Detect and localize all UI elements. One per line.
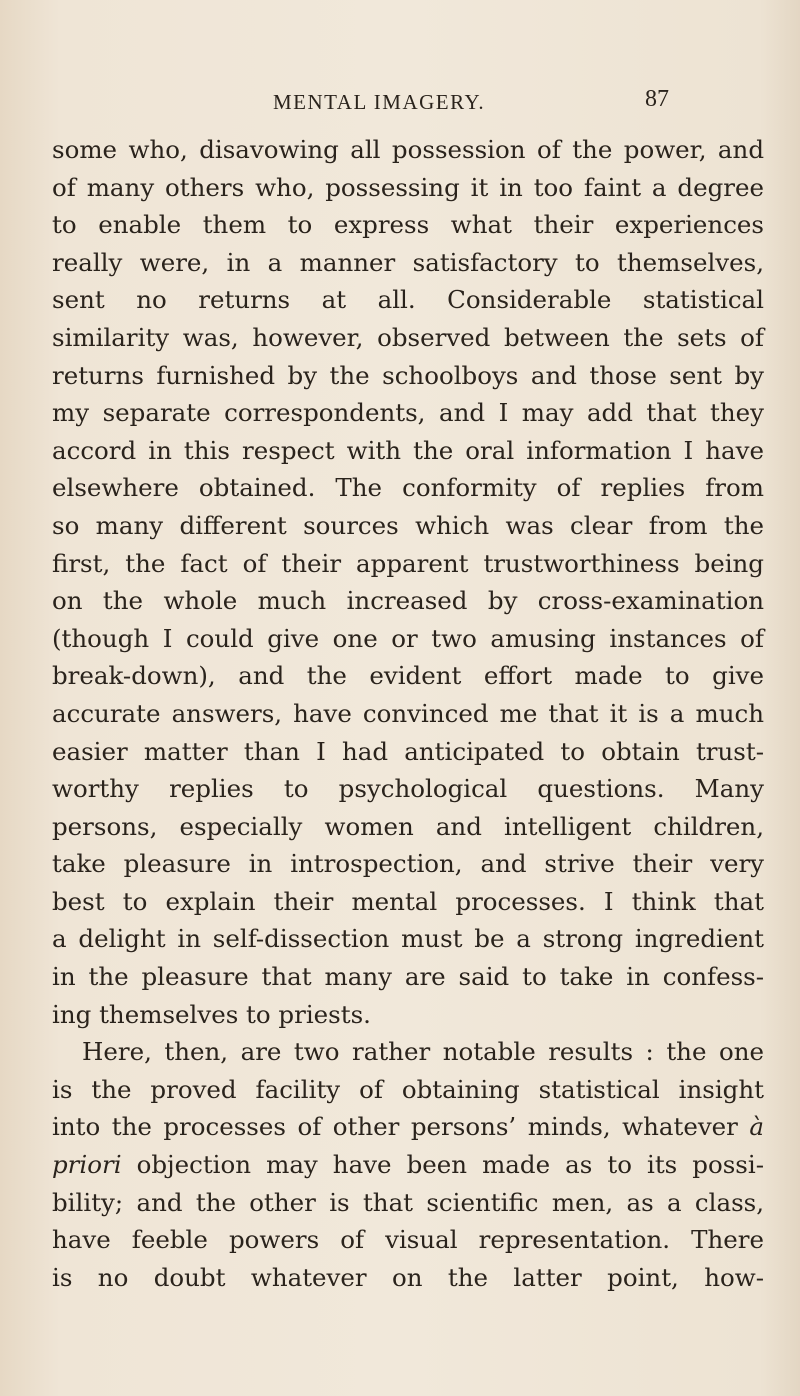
text-line: some who, disavowing all possession of the power, and <box>52 135 764 164</box>
text-line <box>52 1146 764 1184</box>
text-line: my separate correspondents, and I may add that they <box>52 398 764 428</box>
text-line: worthy replies to psychological questions. Many <box>52 774 764 804</box>
text-line: a delight in self-dissection must be a strong ingredient <box>52 924 764 954</box>
text-fragment: objection may have been made as to its possi- <box>136 1150 764 1180</box>
text-line: persons, especially women and intelligent children, <box>52 811 764 841</box>
text-line: bility; and the other is that scientific men, as a class, <box>52 1187 764 1217</box>
text-line: so many different sources which was clear from the <box>52 510 764 540</box>
text-line: is the proved facility of obtaining statistical insight <box>52 1074 764 1104</box>
text-line: take pleasure in introspection, and strive their very <box>52 849 764 879</box>
text-line: break-down), and the evident effort made to give <box>52 661 764 691</box>
text-line: returns furnished by the schoolboys and those sent by <box>52 360 764 390</box>
text-line: similarity was, however, observed between the sets of <box>52 322 764 352</box>
page-number: 87 <box>645 86 669 112</box>
text-line: on the whole much increased by cross-examination <box>52 586 764 616</box>
running-head <box>0 86 800 126</box>
text-line: first, the fact of their apparent trustworthiness being <box>52 548 764 578</box>
text-line: sent no returns at all. Considerable statistical <box>52 285 764 315</box>
text-line: accurate answers, have convinced me that it is a much <box>52 698 764 728</box>
text-line: easier matter than I had anticipated to obtain trust- <box>52 736 764 766</box>
italic-word: priori <box>52 1150 122 1180</box>
text-line: accord in this respect with the oral information I have <box>52 435 764 465</box>
text-line: ing themselves to priests. <box>52 999 371 1029</box>
text-line: to enable them to express what their experiences <box>52 210 764 240</box>
text-line: have feeble powers of visual representation. There <box>52 1225 764 1255</box>
text-line: elsewhere obtained. The conformity of replies from <box>52 473 764 503</box>
text-fragment: into the processes of other persons’ minds, whatever <box>52 1112 738 1142</box>
text-line: best to explain their mental processes. I think that <box>52 886 764 916</box>
text-line: really were, in a manner satisfactory to themselves, <box>52 247 764 277</box>
body-text <box>52 131 764 1296</box>
text-line: of many others who, possessing it in too faint a degree <box>52 172 764 202</box>
text-line <box>52 1108 764 1146</box>
text-line: (though I could give one or two amusing instances of <box>52 623 764 653</box>
paragraph-1 <box>52 131 764 1033</box>
text-line: in the pleasure that many are said to take in confess- <box>52 962 764 992</box>
text-line: is no doubt whatever on the latter point, how- <box>52 1262 764 1292</box>
running-head-title: MENTAL IMAGERY. <box>273 90 486 114</box>
text-line: Here, then, are two rather notable results : the one <box>82 1037 764 1067</box>
italic-word: à <box>749 1112 764 1142</box>
paragraph-2 <box>52 1033 764 1296</box>
